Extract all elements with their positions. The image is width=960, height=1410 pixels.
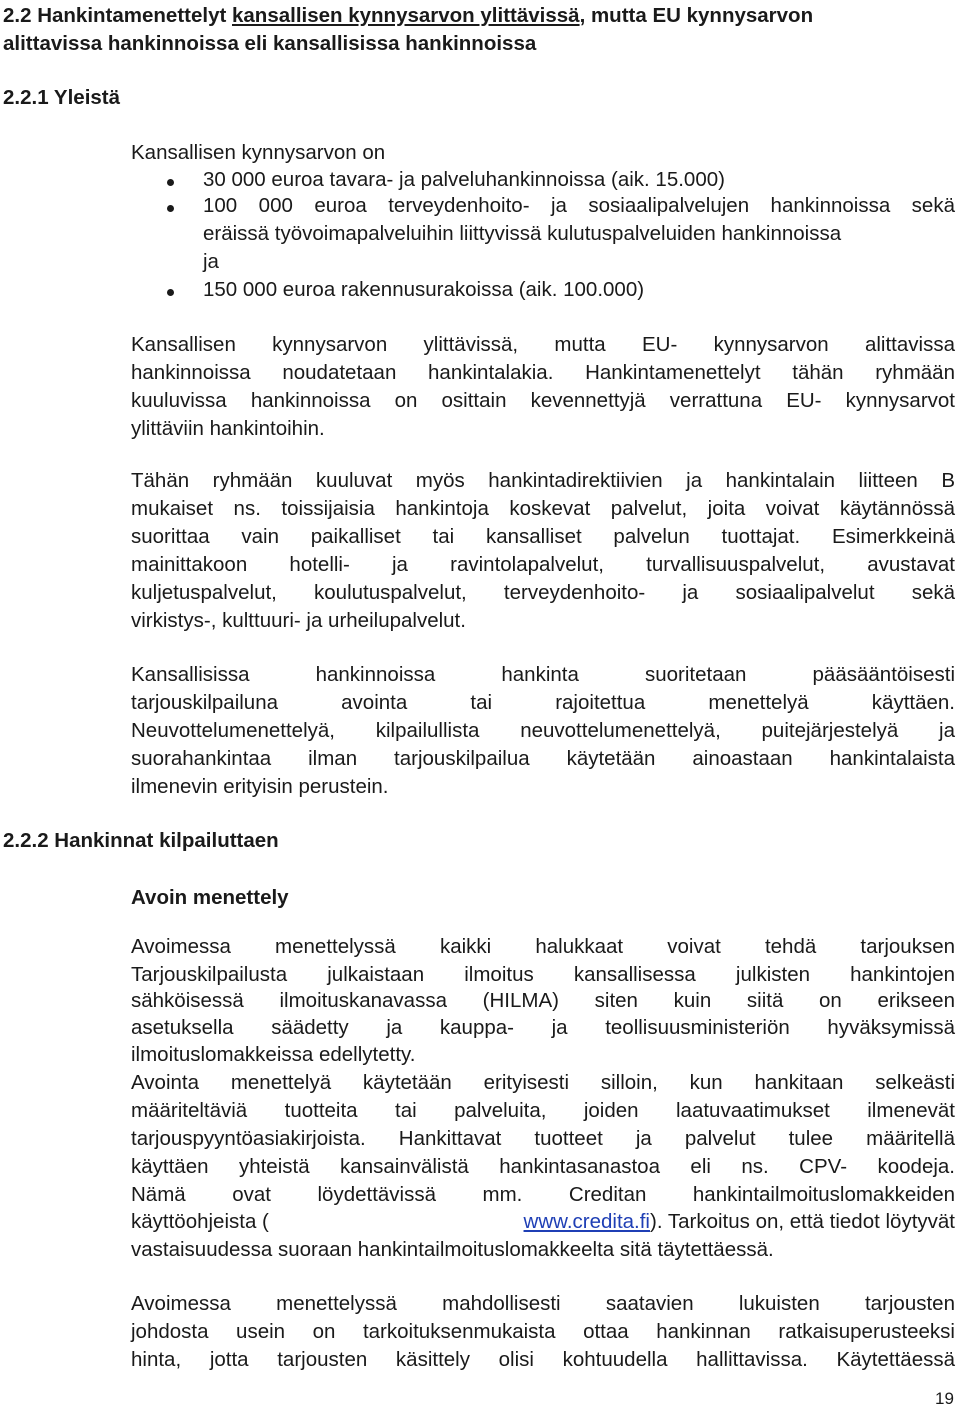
subsection-heading-avoin: Avoin menettely xyxy=(131,886,289,909)
page-number: 19 xyxy=(935,1389,954,1408)
paragraph-line: asetuksella säädetty ja kauppa- ja teollisuusministeriön hyväksymissä xyxy=(131,1016,955,1039)
bullet-item-2-line-3: ja xyxy=(203,250,219,273)
paragraph-line: vastaisuudessa suoraan hankintailmoituslomakkeelta sitä täytettäessä. xyxy=(131,1238,774,1261)
paragraph-line: Kansallisen kynnysarvon ylittävissä, mutta EU- kynnysarvon alittavissa xyxy=(131,333,955,356)
bullet-item-1: 30 000 euroa tavara- ja palveluhankinnoissa (aik. 15.000) xyxy=(203,168,725,191)
paragraph-line: Tarjouskilpailusta julkaistaan ilmoitus kansallisessa julkisten hankintojen xyxy=(131,963,955,986)
bullet-item-2-line-2: eräissä työvoimapalveluihin liittyvissä kulutuspalveluiden hankinnoissa xyxy=(203,222,842,245)
paragraph-line: määriteltäviä tuotteita tai palveluita, joiden laatuvaatimukset ilmenevät xyxy=(131,1099,955,1122)
paragraph-line: mainittakoon hotelli- ja ravintolapalvelut, turvallisuuspalvelut, avustavat xyxy=(131,553,955,576)
bullet-dot xyxy=(167,179,174,186)
section-heading-2-2-1: 2.2.1 Yleistä xyxy=(3,86,121,109)
paragraph-line: sähköisessä ilmoituskanavassa (HILMA) siten kuin siitä on erikseen xyxy=(131,989,955,1012)
paragraph-line: johdosta usein on tarkoituksenmukaista ottaa hankinnan ratkaisuperusteeksi xyxy=(131,1320,955,1343)
paragraph-line: suorittaa vain paikalliset tai kansalliset palvelun tuottajat. Esimerkkeinä xyxy=(131,525,955,548)
paragraph-line: käyttäen yhteistä kansainvälistä hankintasanastoa eli ns. CPV- koodeja. xyxy=(131,1155,955,1178)
paragraph-line: ilmenevin erityisin perustein. xyxy=(131,775,389,798)
paragraph-line: Avoimessa menettelyssä mahdollisesti saatavien lukuisten tarjousten xyxy=(131,1292,955,1315)
main-heading-line-2: alittavissa hankinnoissa eli kansallisissa hankinnoissa xyxy=(3,32,537,55)
credita-link[interactable]: www.credita.fi xyxy=(523,1210,650,1233)
main-heading-line-1 xyxy=(3,2,813,30)
paragraph-line: tarjouskilpailuna avointa tai rajoitettua menettelyä käyttäen. xyxy=(131,691,955,714)
link-line-prefix: käyttöohjeista ( xyxy=(131,1210,269,1233)
paragraph-line-with-link xyxy=(131,1208,955,1236)
main-heading-underlined: kansallisen kynnysarvon ylittävissä xyxy=(232,4,580,27)
paragraph-line: mukaiset ns. toissijaisia hankintoja koskevat palvelut, joita voivat käytännössä xyxy=(131,497,955,520)
paragraph-line: ylittäviin hankintoihin. xyxy=(131,417,325,440)
paragraph-line: ilmoituslomakkeissa edellytetty. xyxy=(131,1043,416,1066)
paragraph-line: Kansallisissa hankinnoissa hankinta suoritetaan pääsääntöisesti xyxy=(131,663,955,686)
section-heading-2-2-2: 2.2.2 Hankinnat kilpailuttaen xyxy=(3,829,279,852)
paragraph-line: tarjouspyyntöasiakirjoista. Hankittavat tuotteet ja palvelut tulee määritellä xyxy=(131,1127,955,1150)
bullet-dot xyxy=(167,205,174,212)
main-heading-prefix: 2.2 Hankintamenettelyt xyxy=(3,4,232,27)
paragraph-line: Avoimessa menettelyssä kaikki halukkaat voivat tehdä tarjouksen xyxy=(131,935,955,958)
intro-text: Kansallisen kynnysarvon on xyxy=(131,141,386,164)
bullet-item-3: 150 000 euroa rakennusurakoissa (aik. 100.000) xyxy=(203,278,645,301)
bullet-item-2-line-1: 100 000 euroa terveydenhoito- ja sosiaalipalvelujen hankinnoissa sekä xyxy=(203,194,955,217)
paragraph-line: hankinnoissa noudatetaan hankintalakia. Hankintamenettelyt tähän ryhmään xyxy=(131,361,955,384)
paragraph-line: kuuluvissa hankinnoissa on osittain kevennettyjä verrattuna EU- kynnysarvot xyxy=(131,389,955,412)
paragraph-line: Neuvottelumenettelyä, kilpailullista neuvottelumenettelyä, puitejärjestelyä ja xyxy=(131,719,955,742)
link-line-suffix: ). Tarkoitus on, että tiedot löytyvät xyxy=(650,1210,955,1233)
paragraph-line: Nämä ovat löydettävissä mm. Creditan hankintailmoituslomakkeiden xyxy=(131,1183,955,1206)
paragraph-line: hinta, jotta tarjousten käsittely olisi kohtuudella hallittavissa. Käytettäessä xyxy=(131,1348,955,1371)
paragraph-line: Tähän ryhmään kuuluvat myös hankintadirektiivien ja hankintalain liitteen B xyxy=(131,469,955,492)
paragraph-line: Avointa menettelyä käytetään erityisesti silloin, kun hankitaan selkeästi xyxy=(131,1071,955,1094)
paragraph-line: suorahankintaa ilman tarjouskilpailua käytetään ainoastaan hankintalaista xyxy=(131,747,955,770)
main-heading-suffix: , mutta EU kynnysarvon xyxy=(579,4,814,27)
bullet-dot xyxy=(167,289,174,296)
paragraph-line: kuljetuspalvelut, koulutuspalvelut, terveydenhoito- ja sosiaalipalvelut sekä xyxy=(131,581,955,604)
paragraph-line: virkistys-, kulttuuri- ja urheilupalvelut. xyxy=(131,609,466,632)
